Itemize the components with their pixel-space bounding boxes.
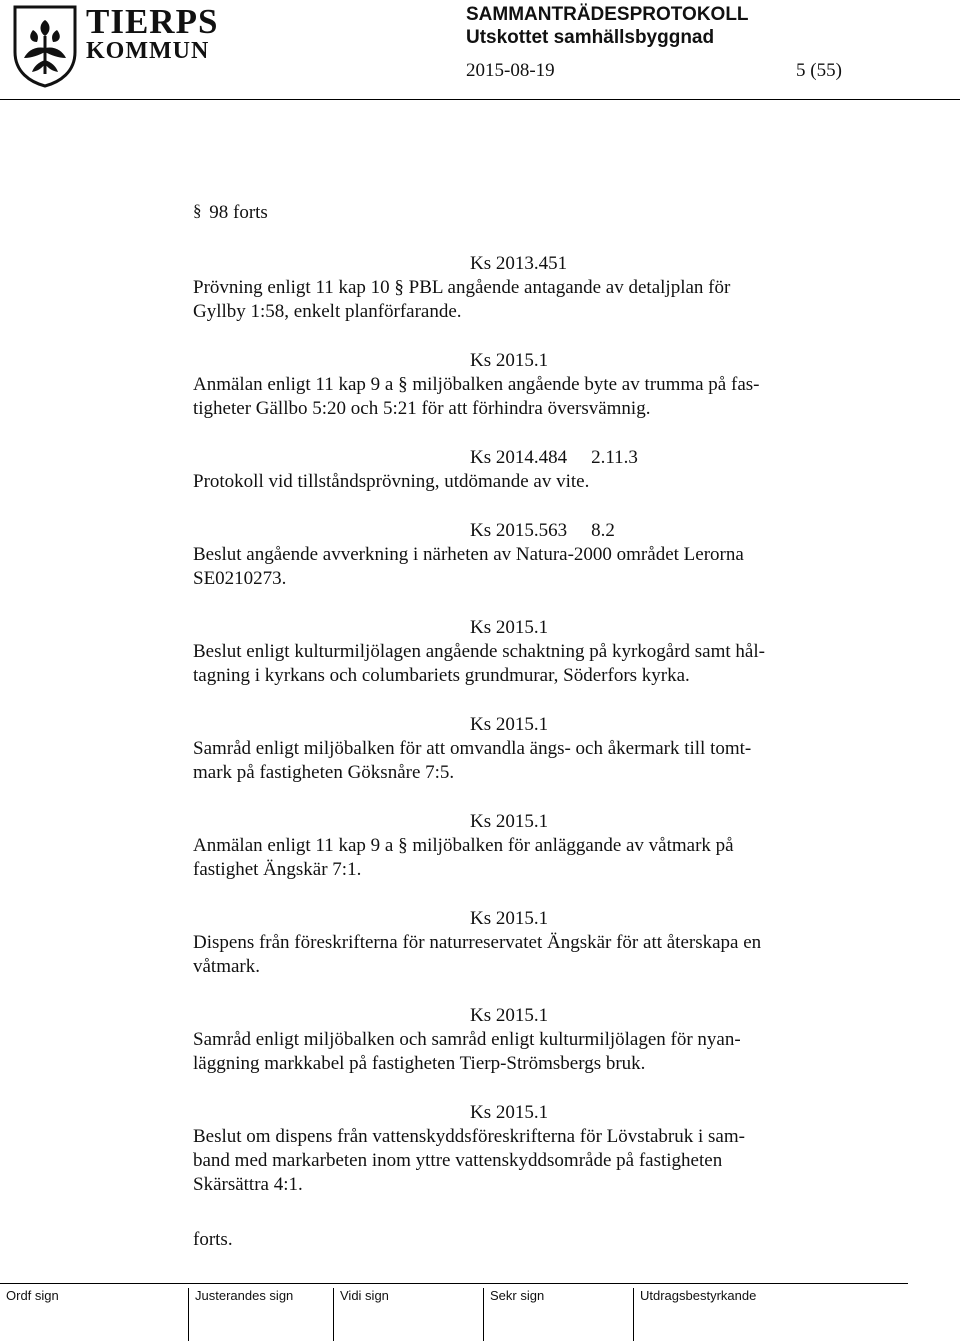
committee-name: Utskottet samhällsbyggnad — [466, 27, 715, 48]
list-item — [193, 907, 853, 979]
classification-code: 8.2 — [591, 520, 615, 541]
entry-text-line: fastighet Ängskär 7:1. — [193, 859, 362, 880]
case-number: Ks 2015.1 — [470, 617, 549, 638]
logo-line1: TIERPS — [86, 2, 219, 41]
case-reference — [193, 1004, 853, 1028]
entry-text-line: mark på fastigheten Göksnåre 7:5. — [193, 762, 455, 783]
entry-text-line: Gyllby 1:58, enkelt planförfarande. — [193, 301, 462, 322]
signature-box-secretary — [483, 1288, 634, 1341]
entry-text-line: Skärsättra 4:1. — [193, 1174, 303, 1195]
page-header — [0, 0, 960, 102]
signature-label: Justerandes sign — [195, 1288, 294, 1303]
signature-label: Vidi sign — [340, 1288, 389, 1303]
entry-text-line: tigheter Gällbo 5:20 och 5:21 för att förhindra översvämnig. — [193, 398, 651, 419]
entry-list — [193, 252, 853, 1222]
case-number: Ks 2015.563 — [470, 520, 568, 541]
document-title: SAMMANTRÄDESPROTOKOLL — [466, 4, 749, 25]
list-item — [193, 349, 853, 421]
signature-box-chair — [0, 1288, 154, 1341]
signature-label: Utdragsbestyrkande — [640, 1288, 757, 1303]
case-number: Ks 2014.484 — [470, 447, 568, 468]
entry-text-line: Anmälan enligt 11 kap 9 a § miljöbalken angående byte av trumma på fas- — [193, 374, 760, 395]
entry-text-line: Samråd enligt miljöbalken för att omvandla ängs- och åkermark till tomt- — [193, 738, 752, 759]
entry-text-line: Beslut om dispens från vattenskyddsföreskrifterna för Lövstabruk i sam- — [193, 1126, 745, 1147]
case-reference — [193, 252, 853, 276]
case-reference — [193, 907, 853, 931]
case-number: Ks 2015.1 — [470, 908, 549, 929]
signature-label: Sekr sign — [490, 1288, 545, 1303]
section-sign: § — [193, 201, 202, 220]
case-reference — [193, 810, 853, 834]
logo-line2: KOMMUN — [86, 38, 210, 64]
footer-divider — [0, 1283, 908, 1284]
entry-text-line: Dispens från föreskrifterna för naturreservatet Ängskär för att återskapa en — [193, 932, 762, 953]
entry-text-line: Beslut angående avverkning i närheten av Natura-2000 området Lerorna — [193, 544, 744, 565]
signature-box-vidi — [333, 1288, 484, 1341]
list-item — [193, 252, 853, 324]
list-item — [193, 713, 853, 785]
entry-text-line: läggning markkabel på fastigheten Tierp-Strömsbergs bruk. — [193, 1053, 646, 1074]
paragraph-heading — [193, 202, 268, 224]
entry-text-line: Prövning enligt 11 kap 10 § PBL angående antagande av detaljplan för — [193, 277, 731, 298]
classification-code: 2.11.3 — [591, 447, 638, 468]
entry-text-line: våtmark. — [193, 956, 261, 977]
case-reference — [193, 519, 853, 543]
entry-text-line: Anmälan enligt 11 kap 9 a § miljöbalken för anläggande av våtmark på — [193, 835, 734, 856]
case-number: Ks 2015.1 — [470, 1005, 549, 1026]
list-item — [193, 446, 853, 494]
entry-text-line: Protokoll vid tillståndsprövning, utdömande av vite. — [193, 471, 590, 492]
signature-box-adjuster — [188, 1288, 335, 1341]
case-reference — [193, 349, 853, 373]
entry-text-line: Samråd enligt miljöbalken och samråd enligt kulturmiljölagen för nyan- — [193, 1029, 741, 1050]
meeting-date: 2015-08-19 — [466, 60, 555, 81]
paragraph-heading-text: 98 forts — [209, 202, 268, 223]
signature-box-certified-extract — [633, 1288, 904, 1341]
list-item — [193, 616, 853, 688]
entry-text-line: band med markarbeten inom yttre vattenskyddsområde på fastigheten — [193, 1150, 723, 1171]
header-divider — [0, 99, 960, 100]
entry-text-line: tagning i kyrkans och columbariets grundmurar, Söderfors kyrka. — [193, 665, 690, 686]
case-number: Ks 2015.1 — [470, 350, 549, 371]
list-item — [193, 810, 853, 882]
tierp-coat-of-arms-icon — [12, 4, 78, 88]
case-number: Ks 2015.1 — [470, 1102, 549, 1123]
list-item — [193, 519, 853, 591]
page-number: 5 (55) — [796, 60, 842, 81]
entry-text-line: SE0210273. — [193, 568, 287, 589]
case-reference — [193, 713, 853, 737]
case-number: Ks 2015.1 — [470, 811, 549, 832]
case-number: Ks 2015.1 — [470, 714, 549, 735]
case-number: Ks 2013.451 — [470, 253, 568, 274]
entry-text-line: Beslut enligt kulturmiljölagen angående schaktning på kyrkogård samt hål- — [193, 641, 765, 662]
signature-footer — [0, 1283, 960, 1341]
list-item — [193, 1004, 853, 1076]
signature-label: Ordf sign — [6, 1288, 59, 1303]
case-reference — [193, 616, 853, 640]
case-reference — [193, 446, 853, 470]
list-item — [193, 1101, 853, 1197]
continued-note: forts. — [193, 1229, 233, 1250]
case-reference — [193, 1101, 853, 1125]
